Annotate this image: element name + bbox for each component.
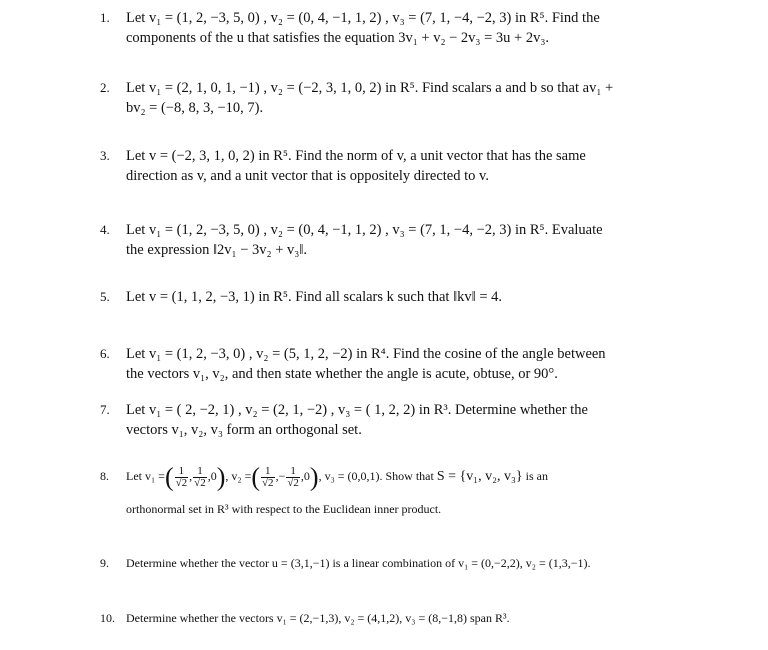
problem-number: 3. bbox=[100, 148, 110, 163]
problem-text-line: the expression ‖2v₁ − 3v₂ + v₃‖. bbox=[126, 242, 308, 258]
close-paren: ) bbox=[309, 462, 319, 492]
problem-number: 5. bbox=[100, 289, 110, 304]
problem-8-line-2: orthonormal set in R³ with respect to the Euclidean inner product. bbox=[126, 502, 442, 516]
problem-text-line: Let v₁ = ( 2, −2, 1) , v₂ = (2, 1, −2) , v₃ = ( 1, 2, 2) in R³. Determine whether the bbox=[126, 402, 588, 418]
problem-text-line: vectors v₁, v₂, v₃ form an orthogonal set. bbox=[126, 422, 362, 438]
problem-text-line: Determine whether the vectors v₁ = (2,−1,3), v₂ = (4,1,2), v₃ = (8,−1,8) span R³. bbox=[126, 611, 510, 625]
problem-text-line: Let v₁ = (1, 2, −3, 5, 0) , v₂ = (0, 4, −1, 1, 2) , v₃ = (7, 1, −4, −2, 3) in R⁵. Evaluate bbox=[126, 222, 603, 238]
problem-text-line: the vectors v₁, v₂, and then state whether the angle is acute, obtuse, or 90°. bbox=[126, 366, 558, 382]
let-word: Let bbox=[126, 469, 142, 483]
problem-text-line: Let v₁ = (2, 1, 0, 1, −1) , v₂ = (−2, 3, 1, 0, 2) in R⁵. Find scalars a and b so that av₁ + bbox=[126, 80, 614, 96]
problem-number: 10. bbox=[100, 611, 115, 625]
problem-number: 8. bbox=[100, 469, 109, 483]
problem-text-line: Determine whether the vector u = (3,1,−1) is a linear combination of v₁ = (0,−2,2), v₂ = (1,3,−1). bbox=[126, 556, 591, 570]
fraction: $\frac{1}{√2}$ bbox=[287, 464, 299, 489]
problem-number: 4. bbox=[100, 222, 110, 237]
set-text: S = {v₁, v₂, v₃} bbox=[436, 469, 523, 484]
open-paren: ( bbox=[251, 462, 261, 492]
problem-8-line-1: Let v₁ =( $\frac{1}{√2}$ , $\frac{1}{√2}$ ,0), v₂ =( $\frac{1}{√2}$ ,− $\frac{1}{√2}$ ,0), v₃ = (0,0,1). Show that S = {v₁, v₂, v₃} is an bbox=[126, 462, 548, 492]
problem-number: 1. bbox=[100, 10, 110, 25]
v3-text: v₃ = (0,0,1). Show that bbox=[324, 469, 434, 483]
problem-text-line: Let v = (−2, 3, 1, 0, 2) in R⁵. Find the norm of v, a unit vector that has the same bbox=[126, 148, 586, 164]
close-paren: ) bbox=[216, 462, 226, 492]
fraction: $\frac{1}{√2}$ bbox=[262, 464, 274, 489]
problem-text-line: Let v = (1, 1, 2, −3, 1) in R⁵. Find all scalars k such that ‖kv‖ = 4. bbox=[126, 289, 503, 305]
problem-text-line: Let v₁ = (1, 2, −3, 5, 0) , v₂ = (0, 4, −1, 1, 2) , v₃ = (7, 1, −4, −2, 3) in R⁵. Find the bbox=[126, 10, 600, 26]
problem-text-line: Let v₁ = (1, 2, −3, 0) , v₂ = (5, 1, 2, −2) in R⁴. Find the cosine of the angle between bbox=[126, 346, 606, 362]
problem-number: 2. bbox=[100, 80, 110, 95]
problem-number: 9. bbox=[100, 556, 109, 570]
v2-label: v₂ = bbox=[231, 469, 252, 483]
fraction: $\frac{1}{√2}$ bbox=[194, 464, 206, 489]
tail-text: is an bbox=[525, 469, 548, 483]
problem-text-line: bv₂ = (−8, 8, 3, −10, 7). bbox=[126, 100, 264, 116]
problem-number: 6. bbox=[100, 346, 110, 361]
problem-text-line: direction as v, and a unit vector that is oppositely directed to v. bbox=[126, 168, 489, 184]
v1-label: v₁ = bbox=[145, 469, 165, 483]
problem-text-line: components of the u that satisfies the equation 3v₁ + v₂ − 2v₃ = 3u + 2v₃. bbox=[126, 30, 550, 46]
problem-number: 7. bbox=[100, 402, 110, 417]
open-paren: ( bbox=[164, 462, 174, 492]
fraction: $\frac{1}{√2}$ bbox=[175, 464, 188, 489]
